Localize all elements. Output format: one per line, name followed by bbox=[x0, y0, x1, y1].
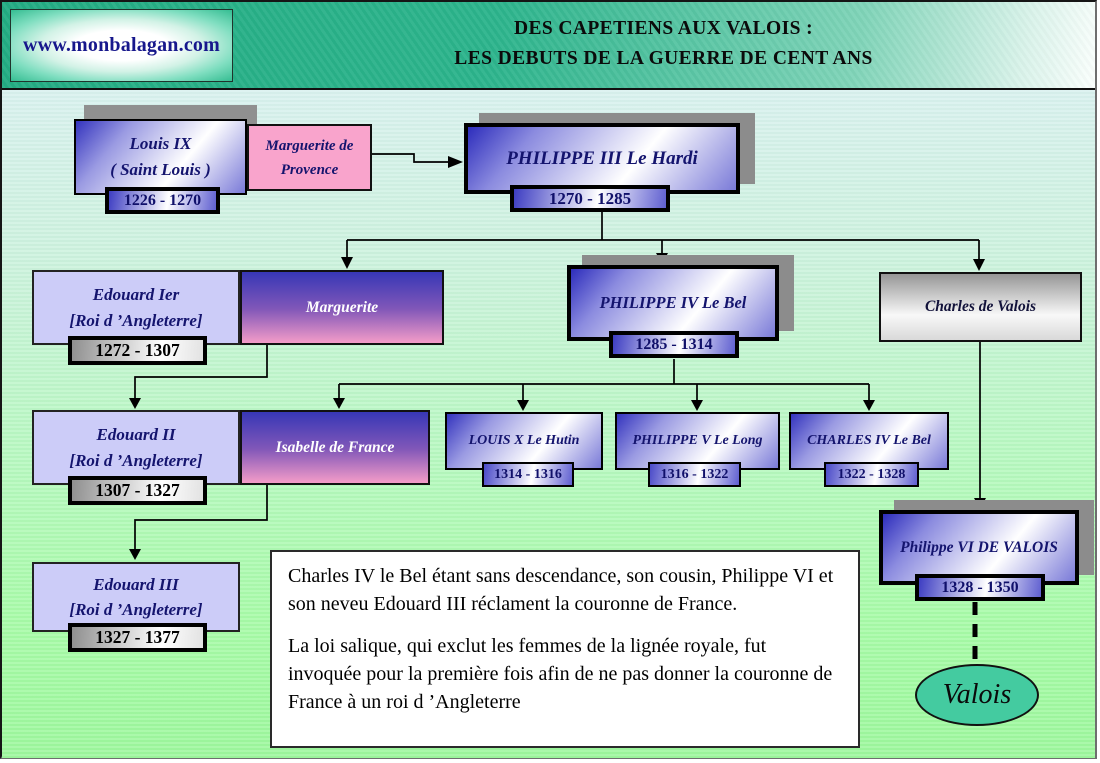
site-url-label[interactable]: www.monbalagan.com bbox=[23, 34, 220, 56]
history-note bbox=[270, 550, 860, 748]
node-louis-ix bbox=[74, 119, 247, 195]
date-philippe-iii: 1270 - 1285 bbox=[510, 185, 670, 212]
node-philippe-vi: Philippe VI DE VALOIS bbox=[879, 510, 1079, 585]
node-marguerite-de-provence-line2: Provence bbox=[280, 161, 339, 178]
date-edouard-iii: 1327 - 1377 bbox=[68, 623, 207, 652]
node-edouard-ier-name: Edouard Ier bbox=[92, 285, 180, 304]
date-edouard-ii: 1307 - 1327 bbox=[68, 476, 207, 505]
node-philippe-v: PHILIPPE V Le Long bbox=[615, 412, 780, 470]
node-philippe-iii: PHILIPPE III Le Hardi bbox=[464, 123, 740, 194]
date-philippe-vi: 1328 - 1350 bbox=[915, 574, 1045, 601]
site-logo[interactable] bbox=[10, 9, 233, 82]
date-philippe-v: 1316 - 1322 bbox=[648, 462, 741, 487]
node-isabelle-de-france: Isabelle de France bbox=[240, 410, 430, 485]
node-edouard-ii bbox=[32, 410, 240, 485]
node-louis-x: LOUIS X Le Hutin bbox=[445, 412, 603, 470]
node-marguerite: Marguerite bbox=[240, 270, 444, 345]
title-line-1: DES CAPETIENS AUX VALOIS : bbox=[513, 18, 813, 39]
node-edouard-iii bbox=[32, 562, 240, 632]
node-charles-de-valois: Charles de Valois bbox=[879, 272, 1082, 342]
node-edouard-iii-name: Edouard III bbox=[93, 574, 179, 594]
title-line-2: LES DEBUTS DE LA GUERRE DE CENT ANS bbox=[454, 48, 873, 69]
node-charles-iv: CHARLES IV Le Bel bbox=[789, 412, 949, 470]
note-paragraph-1: Charles IV le Bel étant sans descendance, son cousin, Philippe VI et son neveu Edouard III réclament la couronne de France. bbox=[288, 565, 834, 615]
node-marguerite-de-provence-line1: Marguerite de bbox=[265, 137, 354, 154]
date-louis-x: 1314 - 1316 bbox=[482, 462, 574, 487]
node-edouard-ier-subtitle: [Roi d ’Angleterre] bbox=[69, 310, 203, 330]
date-charles-iv: 1322 - 1328 bbox=[824, 462, 919, 487]
header-band bbox=[2, 2, 1095, 90]
node-marguerite-de-provence bbox=[247, 124, 372, 191]
date-philippe-iv: 1285 - 1314 bbox=[609, 331, 739, 358]
node-edouard-iii-subtitle: [Roi d ’Angleterre] bbox=[69, 600, 203, 619]
slide-title bbox=[242, 14, 1085, 74]
arrowhead-icons bbox=[129, 156, 986, 560]
node-edouard-ii-name: Edouard II bbox=[96, 425, 176, 444]
node-edouard-ier bbox=[32, 270, 240, 345]
node-philippe-iv: PHILIPPE IV Le Bel bbox=[567, 265, 779, 341]
node-louis-ix-name: Louis IX bbox=[129, 133, 192, 153]
valois-dynasty-ellipse: Valois bbox=[915, 664, 1039, 726]
node-edouard-ii-subtitle: [Roi d ’Angleterre] bbox=[69, 450, 203, 470]
date-edouard-ier: 1272 - 1307 bbox=[68, 336, 207, 365]
node-louis-ix-subtitle: ( Saint Louis ) bbox=[110, 160, 211, 179]
tree-canvas bbox=[2, 90, 1095, 758]
note-paragraph-2: La loi salique, qui exclut les femmes de la lignée royale, fut invoquée pour la première fois afin de ne pas donner la couronne de France à un roi d ’Angleterre bbox=[288, 635, 833, 713]
date-louis-ix: 1226 - 1270 bbox=[105, 187, 220, 214]
